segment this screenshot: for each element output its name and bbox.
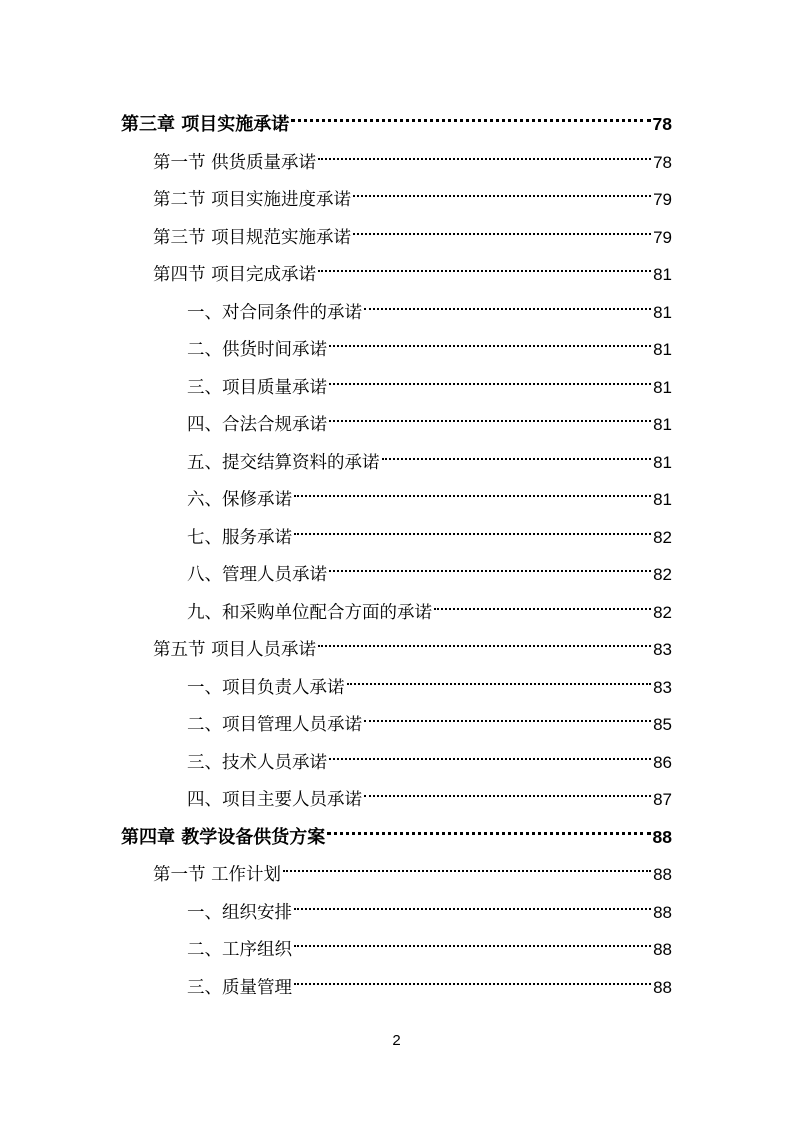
- toc-subsection-entry[interactable]: [187, 513, 672, 548]
- toc-subsection-entry[interactable]: [187, 325, 672, 360]
- toc-entry-title: 一、项目负责人承诺: [187, 677, 345, 698]
- toc-entry-page: 82: [653, 602, 672, 622]
- toc-entry-title: 二、供货时间承诺: [187, 340, 327, 360]
- toc-entry-title: 一、对合同条件的承诺: [187, 302, 362, 323]
- toc-entry-title: 二、项目管理人员承诺: [187, 715, 362, 735]
- toc-entry-title: 第一节 供货质量承诺: [153, 152, 317, 173]
- toc-subsection-entry[interactable]: [187, 288, 672, 323]
- toc-entry-page: 81: [653, 265, 672, 284]
- toc-dot-leader: [353, 213, 651, 243]
- toc-dot-leader: [347, 663, 652, 693]
- toc-dot-leader: [294, 513, 651, 543]
- toc-entry-page: 83: [653, 677, 672, 697]
- toc-entry-title: 第二节 项目实施进度承诺: [153, 190, 352, 210]
- toc-subsection-entry[interactable]: [187, 888, 672, 923]
- toc-entry-title: 四、合法合规承诺: [187, 415, 327, 435]
- toc-dot-leader: [294, 475, 651, 505]
- toc-entry-page: 78: [652, 114, 672, 134]
- toc-entry-page: 83: [653, 640, 672, 659]
- toc-entry-title: 八、管理人员承诺: [187, 565, 327, 585]
- toc-entry-page: 81: [653, 340, 672, 359]
- toc-entry-title: 七、服务承诺: [187, 527, 292, 548]
- toc-dot-leader: [294, 888, 651, 918]
- toc-dot-leader: [318, 250, 651, 280]
- toc-entry-title: 第四节 项目完成承诺: [153, 265, 317, 285]
- toc-entry-page: 88: [653, 940, 672, 959]
- toc-entry-page: 81: [653, 415, 672, 434]
- toc-entry-page: 79: [653, 190, 672, 209]
- toc-entry-page: 88: [652, 826, 672, 847]
- toc-section-entry[interactable]: [153, 850, 672, 885]
- toc-section-entry[interactable]: [153, 625, 672, 660]
- toc-section-entry[interactable]: [153, 213, 672, 248]
- toc-dot-leader: [327, 813, 650, 843]
- toc-dot-leader: [329, 363, 651, 393]
- toc-subsection-entry[interactable]: [187, 588, 672, 623]
- toc-subsection-entry[interactable]: [187, 738, 672, 773]
- toc-subsection-entry[interactable]: [187, 438, 672, 473]
- toc-dot-leader: [329, 400, 651, 430]
- toc-entry-page: 81: [653, 377, 672, 397]
- toc-dot-leader: [434, 588, 651, 618]
- toc-entry-title: 六、保修承诺: [187, 490, 292, 510]
- toc-entry-title: 第三节 项目规范实施承诺: [153, 227, 352, 248]
- toc-dot-leader: [329, 738, 651, 768]
- toc-entry-title: 第四章 教学设备供货方案: [121, 826, 326, 848]
- toc-entry-title: 第一节 工作计划: [153, 865, 282, 885]
- toc-dot-leader: [318, 625, 651, 655]
- toc-subsection-entry[interactable]: [187, 363, 672, 398]
- toc-entry-page: 87: [653, 790, 672, 809]
- toc-subsection-entry[interactable]: [187, 663, 672, 698]
- toc-entry-page: 88: [653, 902, 672, 922]
- toc-section-entry[interactable]: [153, 138, 672, 173]
- toc-dot-leader: [329, 550, 651, 580]
- toc-entry-title: 三、技术人员承诺: [187, 752, 327, 773]
- toc-dot-leader: [364, 700, 651, 730]
- toc-dot-leader: [329, 325, 651, 355]
- toc-dot-leader: [294, 963, 651, 993]
- toc-entry-page: 86: [653, 752, 672, 772]
- toc-dot-leader: [283, 850, 651, 880]
- toc-section-entry[interactable]: [153, 175, 672, 210]
- toc-dot-leader: [382, 438, 652, 468]
- toc-chapter-entry[interactable]: [121, 100, 672, 135]
- toc-section-entry[interactable]: [153, 250, 672, 285]
- toc-entry-page: 81: [653, 452, 672, 472]
- toc-subsection-entry[interactable]: [187, 475, 672, 510]
- toc-entry-title: 五、提交结算资料的承诺: [187, 452, 380, 473]
- toc-subsection-entry[interactable]: [187, 963, 672, 998]
- toc-entry-title: 二、工序组织: [187, 940, 292, 960]
- toc-entry-page: 82: [653, 527, 672, 547]
- toc-entry-title: 三、项目质量承诺: [187, 377, 327, 398]
- toc-entry-page: 82: [653, 565, 672, 584]
- toc-dot-leader: [364, 775, 651, 805]
- toc-entry-title: 一、组织安排: [187, 902, 292, 923]
- toc-entry-title: 九、和采购单位配合方面的承诺: [187, 602, 432, 623]
- toc-entry-title: 第五节 项目人员承诺: [153, 640, 317, 660]
- toc-subsection-entry[interactable]: [187, 550, 672, 585]
- toc-entry-page: 78: [653, 152, 672, 172]
- toc-subsection-entry[interactable]: [187, 700, 672, 735]
- toc-entry-page: 88: [653, 977, 672, 997]
- page-number: 2: [392, 1032, 401, 1049]
- toc-subsection-entry[interactable]: [187, 775, 672, 810]
- toc-entry-title: 第三章 项目实施承诺: [121, 114, 290, 135]
- toc-subsection-entry[interactable]: [187, 400, 672, 435]
- toc-entry-page: 88: [653, 865, 672, 884]
- toc-dot-leader: [353, 175, 651, 205]
- toc-subsection-entry[interactable]: [187, 925, 672, 960]
- toc-entry-title: 三、质量管理: [187, 977, 292, 998]
- toc-dot-leader: [318, 138, 651, 168]
- toc-entry-page: 85: [653, 715, 672, 734]
- toc-chapter-entry[interactable]: [121, 813, 672, 848]
- toc-dot-leader: [291, 100, 650, 130]
- toc-dot-leader: [294, 925, 651, 955]
- toc-entry-page: 81: [653, 490, 672, 509]
- toc-entry-page: 79: [653, 227, 672, 247]
- toc-entry-page: 81: [653, 302, 672, 322]
- toc-entry-title: 四、项目主要人员承诺: [187, 790, 362, 810]
- toc-dot-leader: [364, 288, 651, 318]
